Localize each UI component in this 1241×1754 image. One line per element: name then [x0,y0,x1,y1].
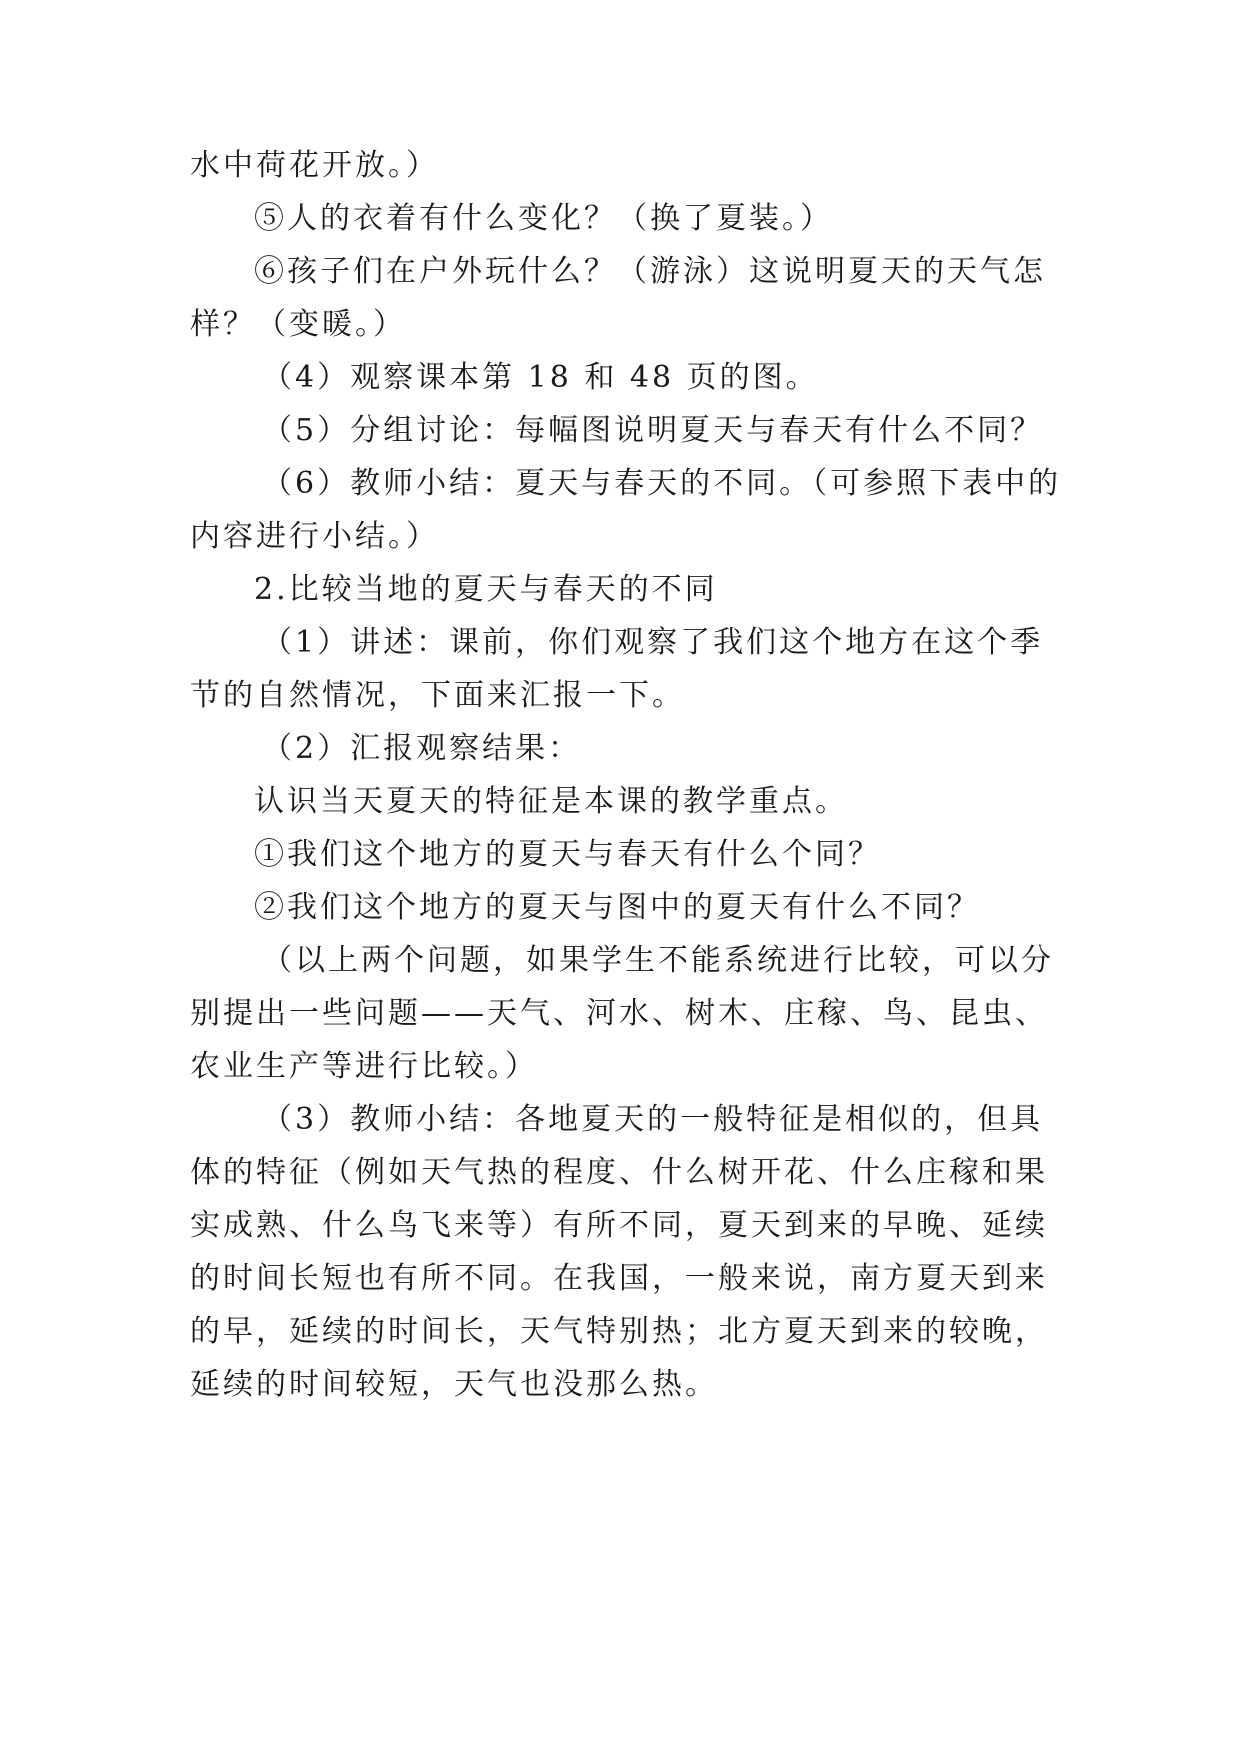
text-line: ⑤人的衣着有什么变化？（换了夏装。） [254,201,833,236]
text-line: 的早，延续的时间长，天气特别热；北方夏天到来的较晚， [190,1314,1048,1349]
text-line: 内容进行小结。） [190,519,439,554]
text-line: （2）汇报观察结果： [262,731,582,766]
text-line: 节的自然情况，下面来汇报一下。 [190,678,685,713]
text-line: （1）讲述：课前，你们观察了我们这个地方在这个季 [262,625,1044,660]
text-line: 水中荷花开放。） [190,148,439,183]
text-line: 延续的时间较短，天气也没那么热。 [190,1367,718,1402]
text-line: ①我们这个地方的夏天与春天有什么个同？ [254,837,881,872]
text-line: （5）分组讨论：每幅图说明夏天与春天有什么不同？ [262,413,1044,448]
text-line: （4）观察课本第 18 和 48 页的图。 [262,360,819,395]
text-line: 体的特征（例如天气热的程度、什么树开花、什么庄稼和果 [190,1155,1048,1190]
text-line: 认识当天夏天的特征是本课的教学重点。 [254,784,848,819]
text-line: （3）教师小结：各地夏天的一般特征是相似的，但具 [262,1102,1044,1137]
section-heading: 2.比较当地的夏天与春天的不同 [254,572,718,607]
text-line: ②我们这个地方的夏天与图中的夏天有什么不同？ [254,890,980,925]
text-line: 别提出一些问题——天气、河水、树木、庄稼、鸟、昆虫、 [190,996,1048,1031]
text-line: （6）教师小结：夏天与春天的不同。（可参照下表中的 [262,466,1062,501]
text-line: （以上两个问题，如果学生不能系统进行比较，可以分 [262,943,1054,978]
text-line: 样？（变暖。） [190,307,406,342]
text-line: 实成熟、什么鸟飞来等）有所不同，夏天到来的早晚、延续 [190,1208,1048,1243]
text-line: 的时间长短也有所不同。在我国，一般来说，南方夏天到来 [190,1261,1048,1296]
text-line: 农业生产等进行比较。） [190,1049,538,1084]
text-line: ⑥孩子们在户外玩什么？（游泳）这说明夏天的天气怎 [254,254,1046,289]
